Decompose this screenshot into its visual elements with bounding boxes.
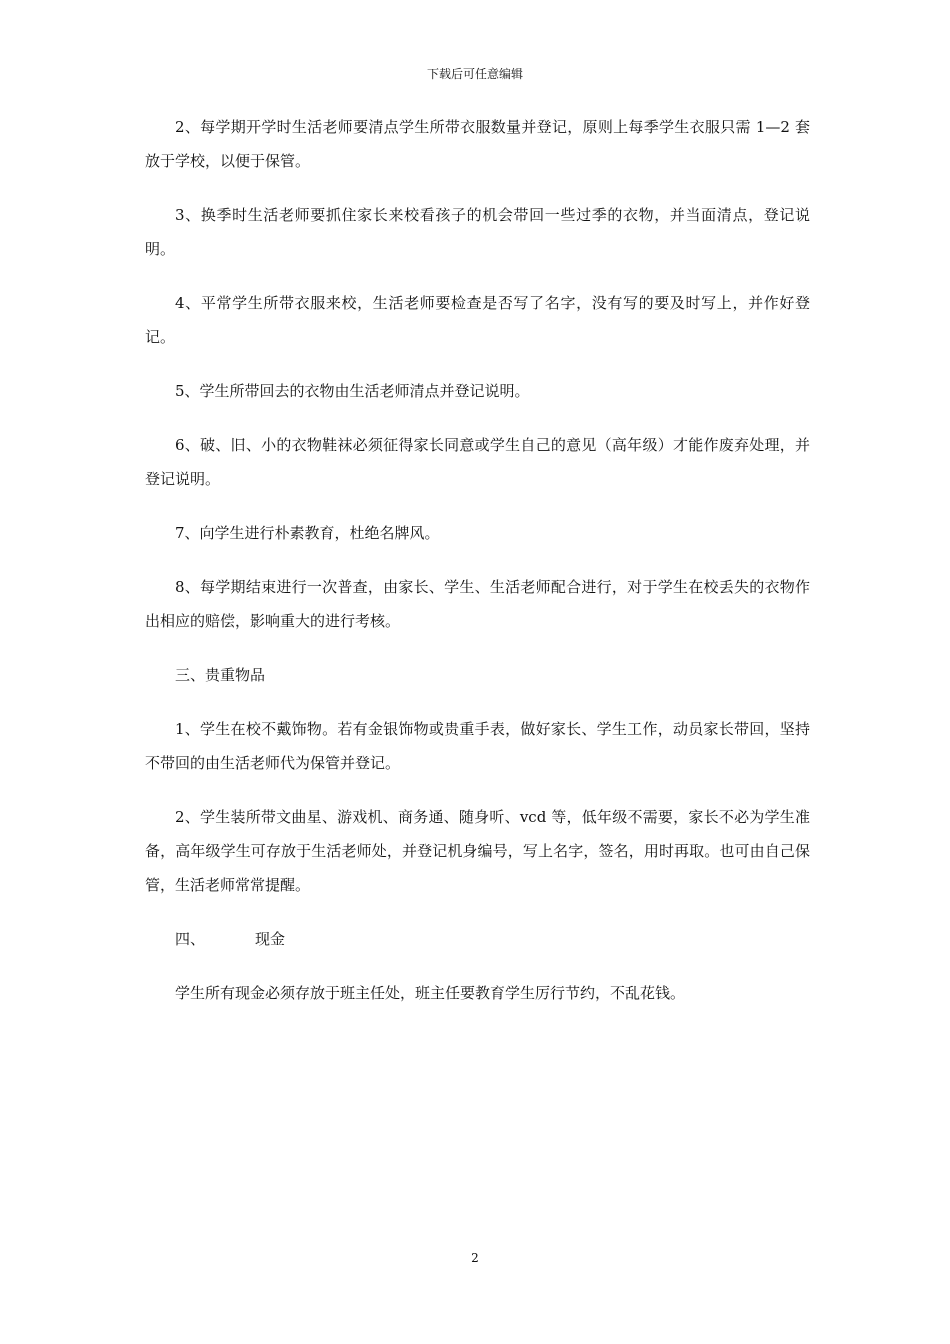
paragraph-valuables-1: 1、学生在校不戴饰物。若有金银饰物或贵重手表，做好家长、学生工作，动员家长带回，坚持不带回的由生活老师代为保管并登记。	[145, 720, 810, 772]
paragraph-valuables-2: 2、学生装所带文曲星、游戏机、商务通、随身听、vcd 等，低年级不需要，家长不必为学生准备，高年级学生可存放于生活老师处，并登记机身编号，写上名字，签名，用时再取。也可由自己保管，生活老师常常提醒。	[145, 808, 810, 894]
section-heading-cash	[145, 922, 810, 956]
page-number: 2	[471, 1251, 479, 1265]
paragraph-clothing-2: 2、每学期开学时生活老师要清点学生所带衣服数量并登记，原则上每季学生衣服只需 1—2 套放于学校，以便于保管。	[145, 118, 810, 170]
paragraph-clothing-6: 6、破、旧、小的衣物鞋袜必须征得家长同意或学生自己的意见（高年级）才能作废弃处理，并登记说明。	[145, 436, 810, 488]
paragraph-clothing-7: 7、向学生进行朴素教育，杜绝名牌风。	[175, 524, 440, 542]
paragraph-cash-1: 学生所有现金必须存放于班主任处，班主任要教育学生厉行节约，不乱花钱。	[175, 984, 686, 1002]
paragraph-clothing-3: 3、换季时生活老师要抓住家长来校看孩子的机会带回一些过季的衣物，并当面清点，登记说明。	[145, 206, 810, 258]
page-header: 下载后可任意编辑	[426, 67, 523, 81]
paragraph-clothing-5: 5、学生所带回去的衣物由生活老师清点并登记说明。	[175, 382, 530, 400]
document-body	[145, 110, 810, 1030]
section-number: 四、	[175, 930, 206, 948]
paragraph-clothing-4: 4、平常学生所带衣服来校，生活老师要检查是否写了名字，没有写的要及时写上，并作好登记。	[145, 294, 810, 346]
paragraph-clothing-8: 8、每学期结束进行一次普查，由家长、学生、生活老师配合进行，对于学生在校丢失的衣物作出相应的赔偿，影响重大的进行考核。	[145, 578, 810, 630]
section-title: 现金	[255, 930, 286, 948]
section-heading-valuables: 三、贵重物品	[175, 666, 266, 684]
